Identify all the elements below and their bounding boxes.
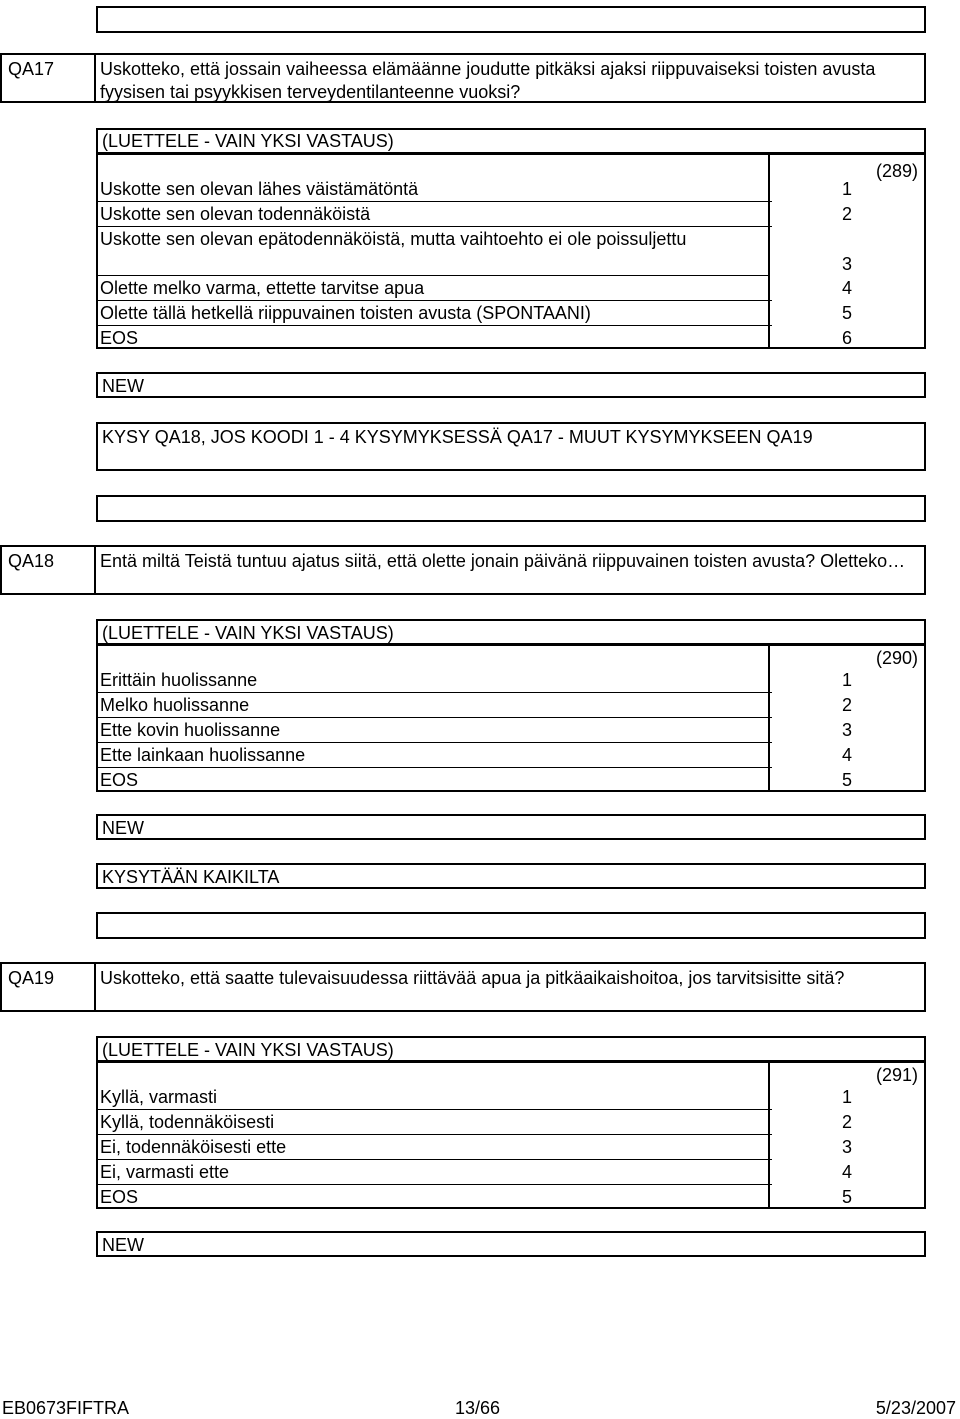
qa17-variable-code: (289) [875, 161, 918, 181]
footer-doc-id: EB0673FIFTRA [2, 1398, 130, 1418]
qa18-code-column [768, 644, 926, 792]
qa18-option-2: Melko huolissanne [98, 693, 772, 718]
qa18-question: Entä miltä Teistä tuntuu ajatus siitä, että olette jonain päivänä riippuvainen toisten avusta? Oletteko… [94, 545, 926, 595]
footer-date: 5/23/2007 [875, 1398, 956, 1418]
qa18-option-5: EOS [100, 770, 139, 790]
qa17-code-2: 2 [841, 204, 852, 224]
qa19-code-2: 2 [841, 1112, 852, 1132]
qa19-code-column [768, 1061, 926, 1209]
qa19-id: QA19 [0, 962, 96, 1012]
qa17-code-5: 5 [841, 303, 852, 323]
qa17-code-6: 6 [841, 328, 852, 348]
qa18-option-3: Ette kovin huolissanne [98, 718, 772, 743]
qa17-routing-note: KYSY QA18, JOS KOODI 1 - 4 KYSYMYKSESSÄ QA17 - MUUT KYSYMYKSEEN QA19 [96, 422, 926, 471]
qa19-code-3: 3 [841, 1137, 852, 1157]
qa19-option-1: Kyllä, varmasti [98, 1085, 772, 1110]
qa19-code-4: 4 [841, 1162, 852, 1182]
qa18-instruction: (LUETTELE - VAIN YKSI VASTAUS) [96, 619, 926, 645]
qa19-options-table [96, 1061, 770, 1209]
qa18-variable-code: (290) [875, 648, 918, 668]
qa18-code-1: 1 [841, 670, 852, 690]
qa18-code-4: 4 [841, 745, 852, 765]
qa18-option-4: Ette lainkaan huolissanne [98, 743, 772, 768]
qa18-code-3: 3 [841, 720, 852, 740]
qa19-top-spacer [96, 912, 926, 939]
qa19-code-1: 1 [841, 1087, 852, 1107]
qa19-question: Uskotteko, että saatte tulevaisuudessa riittävää apua ja pitkäaikaishoitoa, jos tarvitsisitte sitä? [94, 962, 926, 1012]
qa17-code-3: 3 [841, 254, 852, 274]
qa19-variable-code: (291) [875, 1065, 918, 1085]
qa18-new-label: NEW [96, 814, 926, 840]
qa17-option-3: Uskotte sen olevan epätodennäköistä, mutta vaihtoehto ei ole poissuljettu [100, 229, 687, 249]
qa19-option-4: Ei, varmasti ette [98, 1160, 772, 1185]
qa19-code-5: 5 [841, 1187, 852, 1207]
qa17-instruction: (LUETTELE - VAIN YKSI VASTAUS) [96, 128, 926, 154]
qa18-options-table [96, 644, 770, 792]
qa19-option-2: Kyllä, todennäköisesti [98, 1110, 772, 1135]
footer-page-number: 13/66 [455, 1398, 501, 1418]
qa18-option-1: Erittäin huolissanne [98, 668, 772, 693]
qa18-top-spacer [96, 495, 926, 522]
qa17-code-column [768, 153, 926, 349]
qa17-new-label: NEW [96, 372, 926, 398]
qa17-question: Uskotteko, että jossain vaiheessa elämäänne joudutte pitkäksi ajaksi riippuvaiseksi toisten avusta fyysisen tai psyykkisen terveydentilanteenne vuoksi? [94, 53, 926, 103]
qa17-option-2: Uskotte sen olevan todennäköistä [98, 202, 772, 227]
qa17-top-spacer [96, 6, 926, 33]
qa17-options-table [96, 153, 918, 349]
qa17-option-1: Uskotte sen olevan lähes väistämätöntä [98, 177, 772, 202]
qa19-option-3: Ei, todennäköisesti ette [98, 1135, 772, 1160]
qa17-code-1: 1 [841, 179, 852, 199]
qa17-option-4: Olette melko varma, ettette tarvitse apua [98, 276, 772, 301]
qa18-id: QA18 [0, 545, 96, 595]
qa17-code-4: 4 [841, 278, 852, 298]
qa18-routing-note: KYSYTÄÄN KAIKILTA [96, 863, 926, 889]
qa19-new-label: NEW [96, 1231, 926, 1257]
qa18-code-2: 2 [841, 695, 852, 715]
qa17-option-5: Olette tällä hetkellä riippuvainen toisten avusta (SPONTAANI) [98, 301, 772, 326]
qa17-option-6: EOS [100, 328, 139, 348]
qa18-code-5: 5 [841, 770, 852, 790]
qa19-option-5: EOS [100, 1187, 139, 1207]
qa19-instruction: (LUETTELE - VAIN YKSI VASTAUS) [96, 1036, 926, 1062]
qa17-id: QA17 [0, 53, 96, 103]
